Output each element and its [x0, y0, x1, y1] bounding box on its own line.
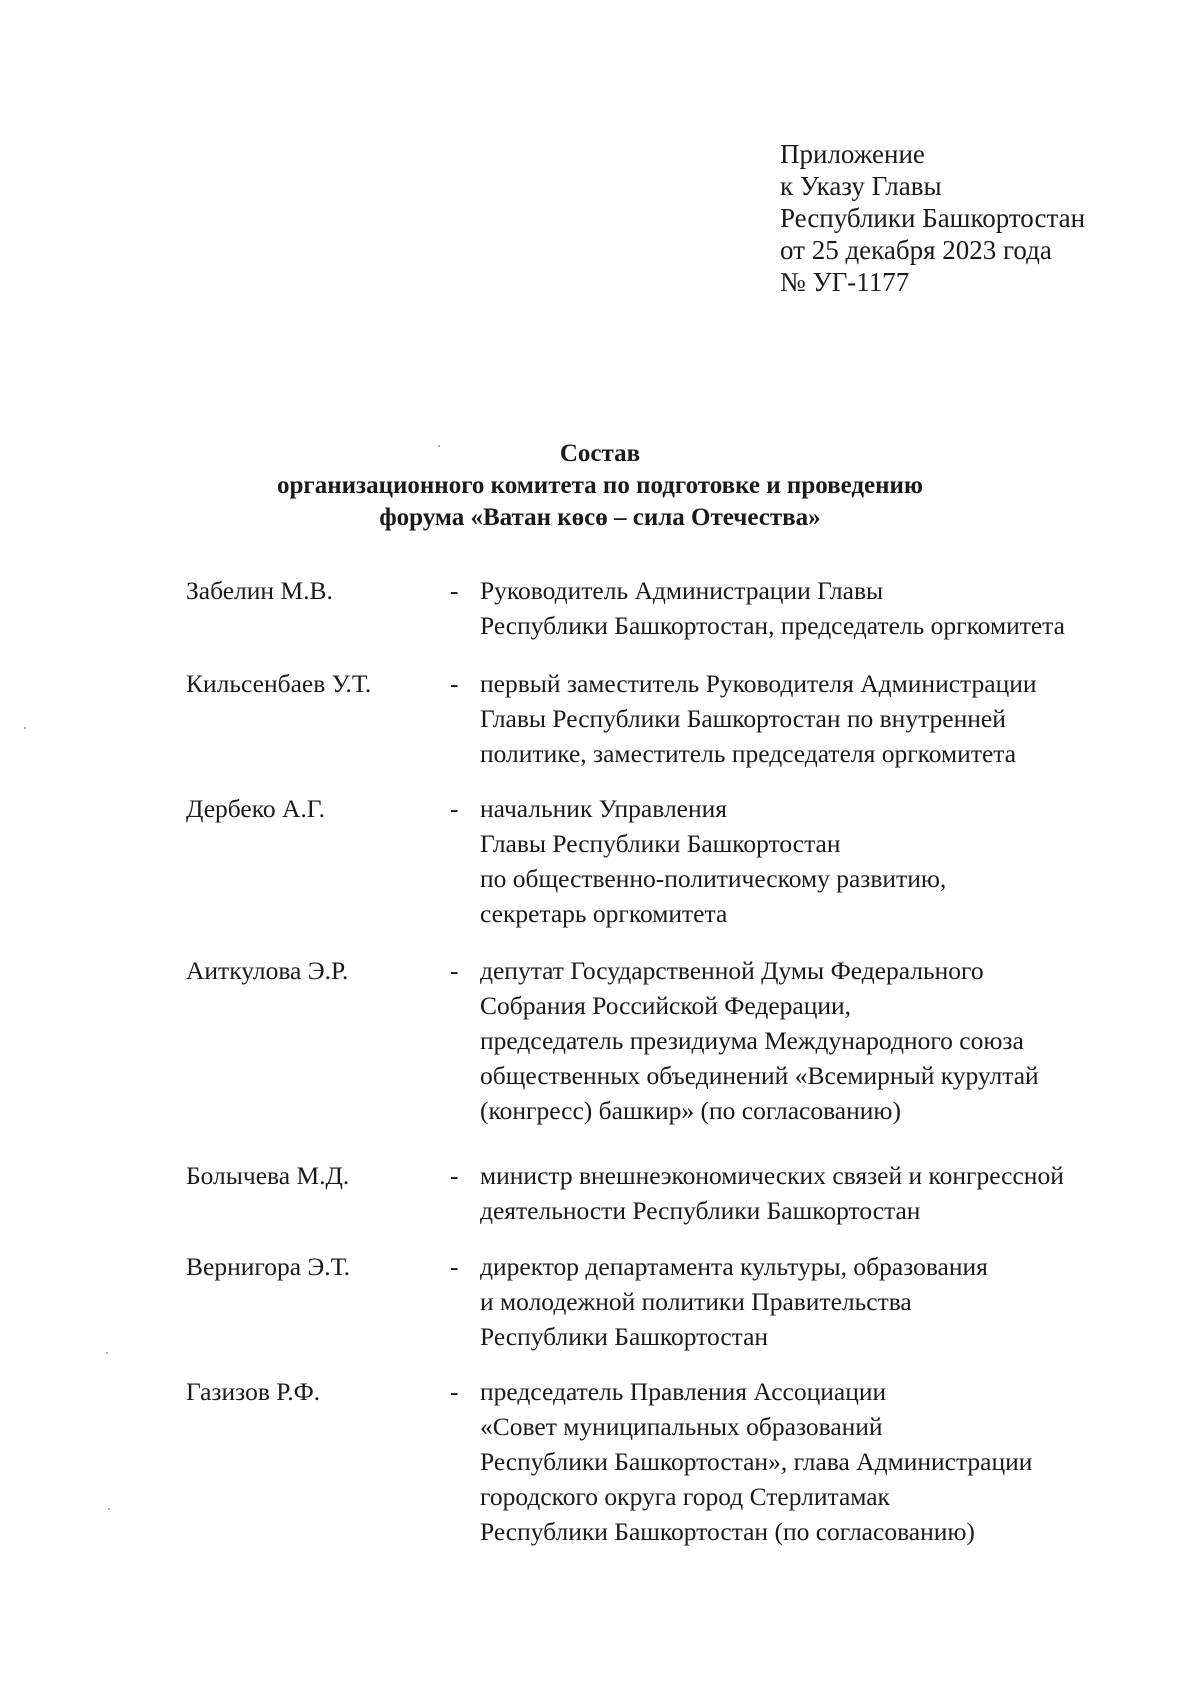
member-role: [480, 1249, 1120, 1354]
member-role: [480, 666, 1120, 771]
role-line: политике, заместитель председателя оргкомитета: [480, 739, 1017, 768]
annex-line: Приложение: [780, 139, 925, 169]
document-title: [0, 438, 1200, 534]
role-line: (конгресс) башкир» (по согласованию): [480, 1096, 901, 1125]
annex-line: к Указу Главы: [780, 171, 942, 201]
role-line: директор департамента культуры, образования: [480, 1252, 988, 1281]
role-line: и молодежной политики Правительства: [480, 1287, 912, 1316]
member-role: [480, 791, 1120, 931]
member-name: Забелин М.В.: [186, 576, 333, 605]
member-dash: -: [450, 794, 459, 823]
title-line: форума «Ватан көсө – сила Отечества»: [379, 504, 821, 531]
member-name: Дербеко А.Г.: [186, 794, 325, 823]
annex-line: Республики Башкортостан: [780, 203, 1086, 233]
role-line: городского округа город Стерлитамак: [480, 1482, 890, 1511]
scan-speck: [438, 445, 440, 447]
role-line: начальник Управления: [480, 794, 728, 823]
role-line: деятельности Республики Башкортостан: [480, 1196, 921, 1225]
title-line: Состав: [559, 440, 641, 467]
member-name: Болычева М.Д.: [186, 1161, 350, 1190]
role-line: Республики Башкортостан», глава Администрации: [480, 1447, 1033, 1476]
role-line: министр внешнеэкономических связей и конгрессной: [480, 1161, 1064, 1190]
member-dash: -: [450, 1377, 459, 1406]
role-line: Руководитель Администрации Главы: [480, 576, 884, 605]
role-line: по общественно-политическому развитию,: [480, 864, 947, 893]
role-line: «Совет муниципальных образований: [480, 1412, 883, 1441]
role-line: Собрания Российской Федерации,: [480, 991, 852, 1020]
role-line: председатель президиума Международного союза: [480, 1026, 1024, 1055]
role-line: Главы Республики Башкортостан по внутренней: [480, 704, 1006, 733]
member-name: Газизов Р.Ф.: [186, 1377, 321, 1406]
member-role: [480, 1374, 1120, 1549]
role-line: Главы Республики Башкортостан: [480, 829, 841, 858]
role-line: первый заместитель Руководителя Администрации: [480, 669, 1037, 698]
role-line: депутат Государственной Думы Федерального: [480, 956, 984, 985]
role-line: секретарь оргкомитета: [480, 899, 728, 928]
member-dash: -: [450, 1252, 459, 1281]
member-dash: -: [450, 669, 459, 698]
role-line: Республики Башкортостан, председатель оргкомитета: [480, 611, 1065, 640]
member-name: Вернигора Э.Т.: [186, 1252, 350, 1281]
member-role: [480, 573, 1120, 643]
role-line: председатель Правления Ассоциации: [480, 1377, 887, 1406]
annex-line: от 25 декабря 2023 года: [780, 235, 1052, 265]
member-name: Аиткулова Э.Р.: [186, 956, 349, 985]
role-line: Республики Башкортостан (по согласованию): [480, 1517, 975, 1546]
role-line: Республики Башкортостан: [480, 1322, 769, 1351]
scan-speck: [108, 1508, 110, 1510]
annex-line: № УГ-1177: [780, 267, 910, 297]
member-dash: -: [450, 1161, 459, 1190]
scan-speck: [106, 1352, 108, 1354]
member-role: [480, 1158, 1120, 1228]
member-role: [480, 953, 1120, 1128]
member-dash: -: [450, 576, 459, 605]
scan-speck: [24, 727, 26, 729]
member-name: Кильсенбаев У.Т.: [186, 669, 372, 698]
title-line: организационного комитета по подготовке и проведению: [276, 472, 924, 499]
annex-header: [780, 138, 1085, 298]
member-dash: -: [450, 956, 459, 985]
role-line: общественных объединений «Всемирный курултай: [480, 1061, 1039, 1090]
